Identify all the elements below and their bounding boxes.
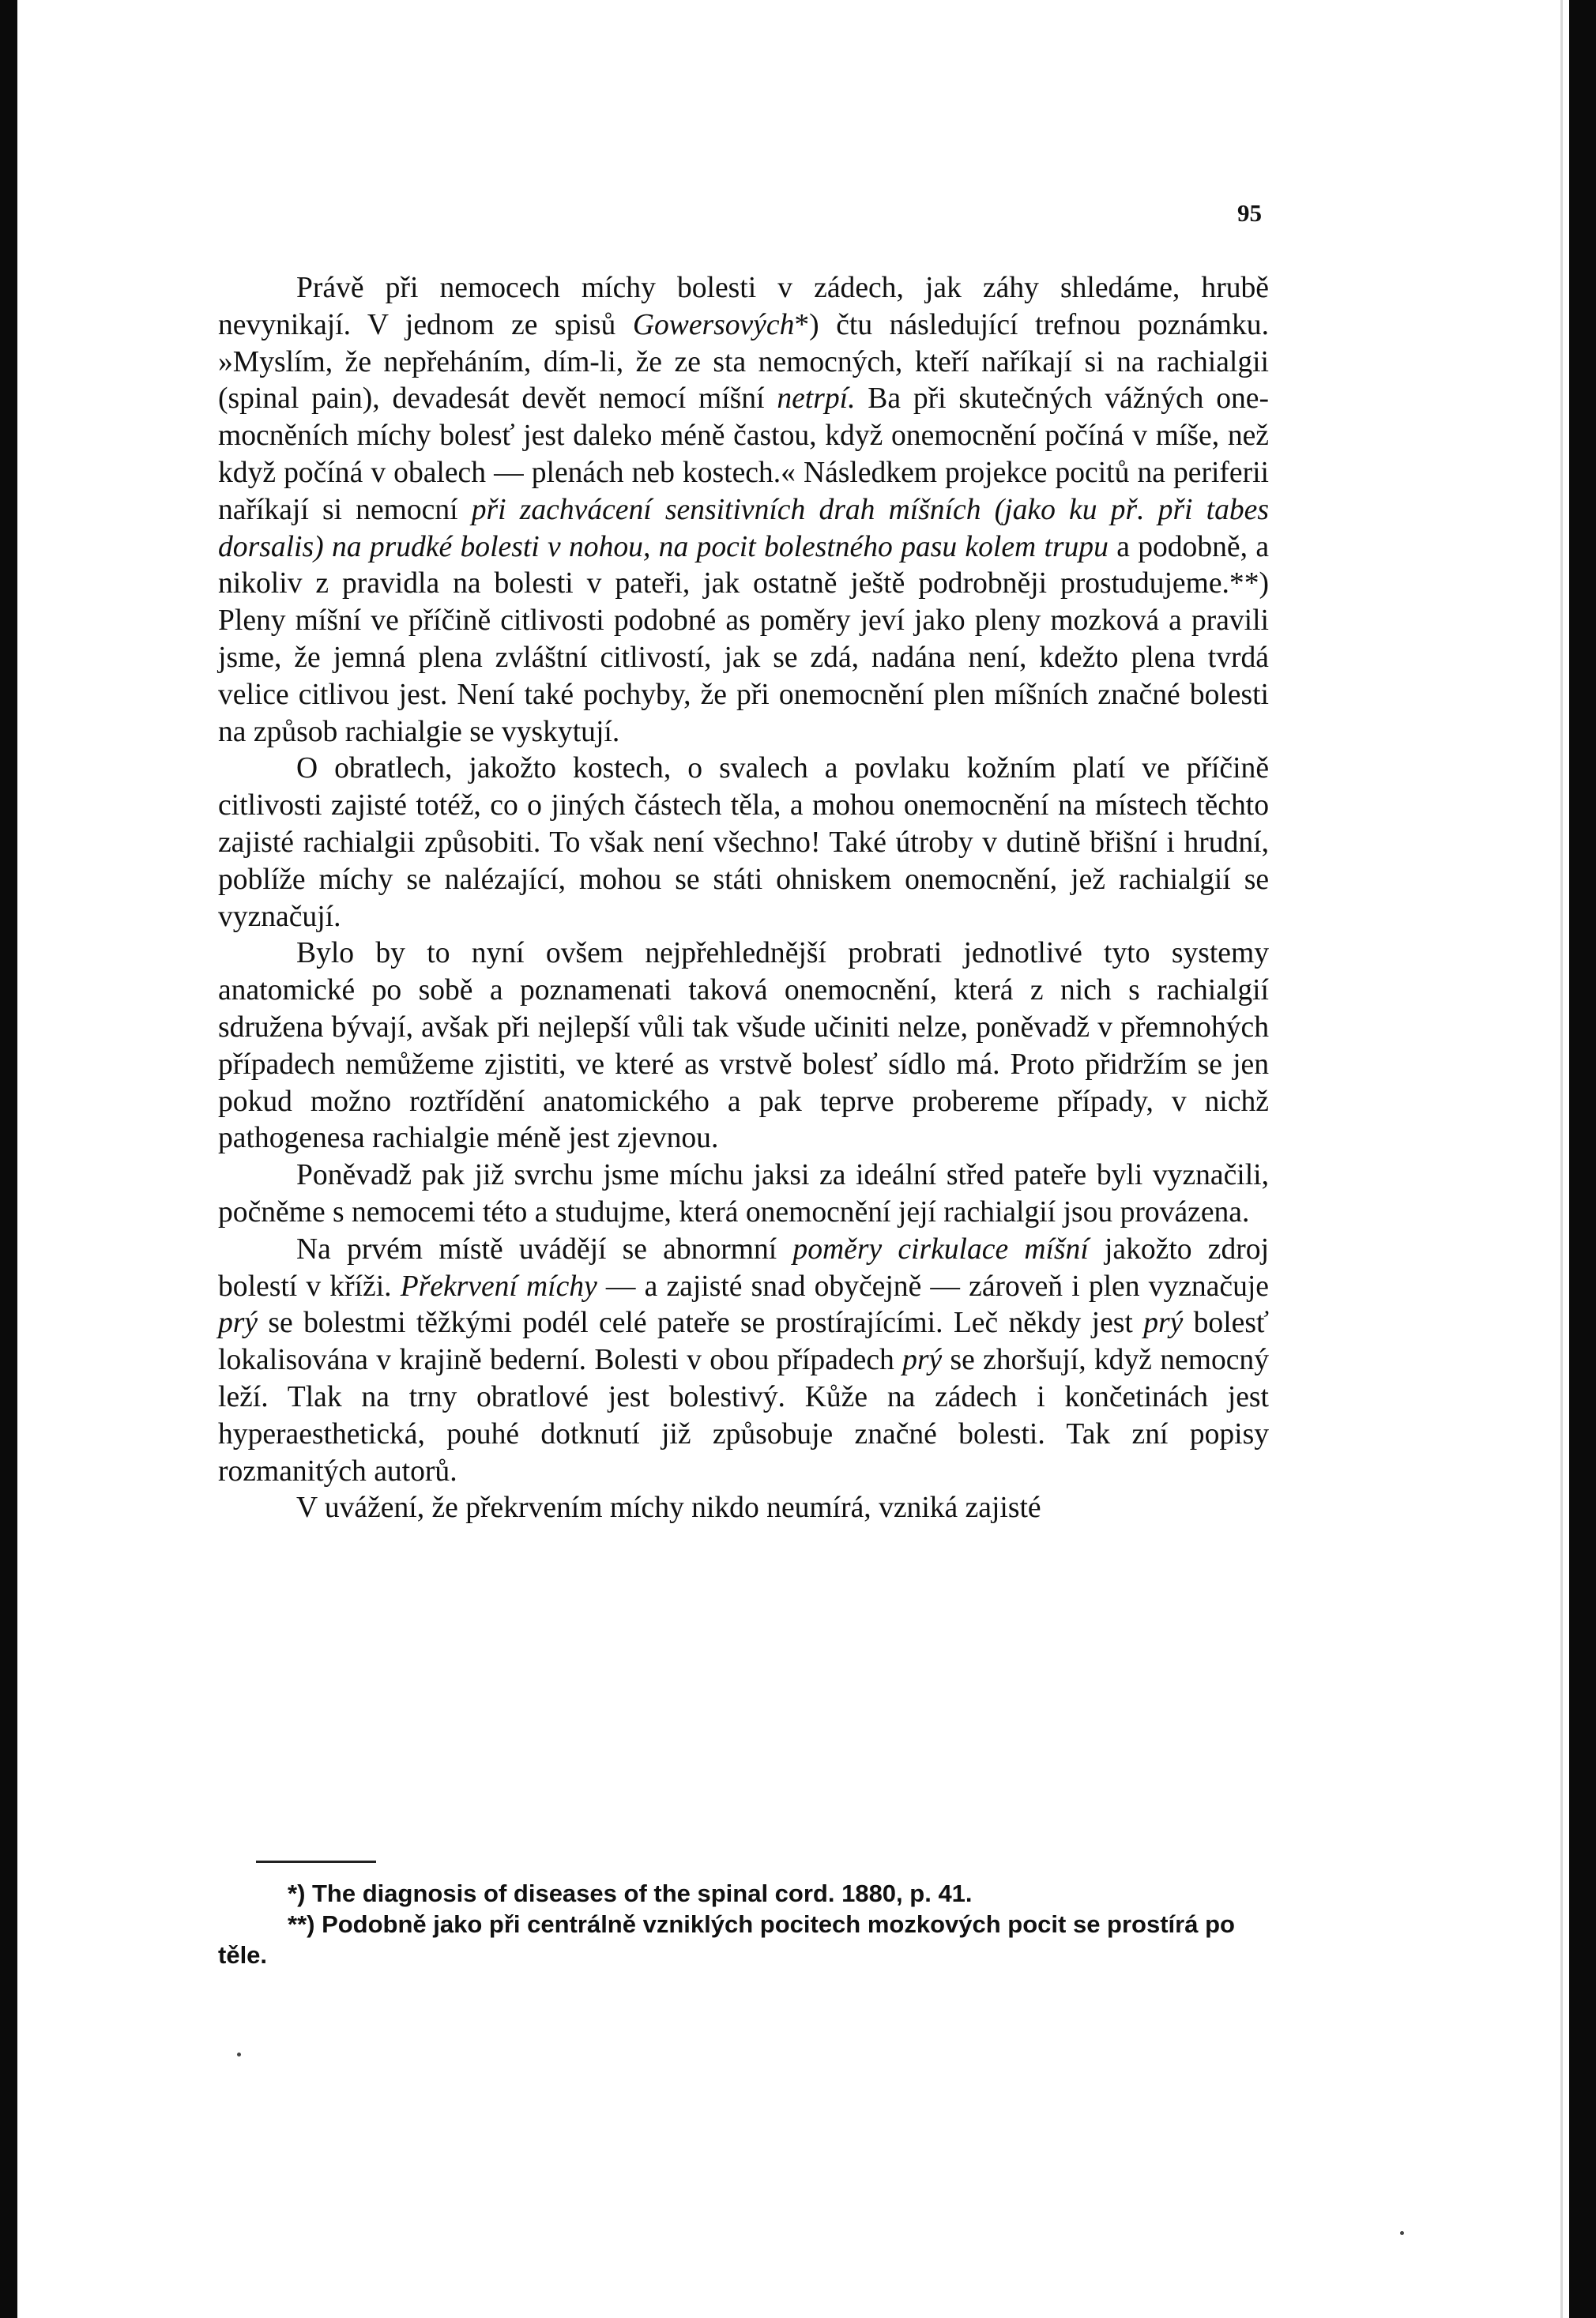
text-run: *) čtu následující trefnou poznámku. »Myslím, že nepřeháním, dím-li, že ze sta nemocných, kteří naříkají si na rachialgii (spinal pain), devadesát devět nemocí míšní: [218, 308, 1269, 416]
footnote-rule: [256, 1861, 376, 1863]
scan-edge-line: [1560, 0, 1563, 2318]
italic-run: Gowersových: [632, 308, 795, 341]
text-run: se bolestmi těžkými podél celé pateře se prostírajícími. Leč někdy jest: [258, 1307, 1144, 1340]
paragraph-6: V uvážení, že překrvením míchy nikdo neumírá, vzniká zajisté: [296, 1492, 1041, 1525]
page-number: 95: [1237, 199, 1262, 227]
italic-run: prý: [1143, 1307, 1184, 1340]
text-run: Ba při skutečných vážných onemocněních míchy bolesť jest daleko méně častou, když onemocnění počíná v míše, než když počíná v obalech — plenách neb kostech.« Následkem projekce pocitů na periferii naříkají si nemocní: [218, 382, 1269, 526]
paragraph-2: O obratlech, jakožto kostech, o svalech a povlaku kožním platí ve příčině citlivosti zajisté totéž, co o jiných částech těla, a mohou onemocnění na místech těchto zajisté rachialgii způsobiti. To však není všechno! Také útroby v dutině břišní i hrudní, poblíže míchy se nalézající, mohou se státi ohniskem onemocnění, jež rachialgií se vyznačují.: [218, 752, 1269, 933]
italic-run: netrpí.: [777, 382, 856, 416]
italic-run: při zachvácení sensitivních drah míšních (jako ku př. při tabes dorsalis) na prudké bolesti v nohou, na pocit bolestného pasu kolem trupu: [218, 493, 1269, 563]
scan-edge-right: [1569, 0, 1596, 2318]
text-run: a podobně, a nikoliv z pravidla na bolesti v pateři, jak ostatně ještě podrobněji prostudujeme.**) Pleny míšní ve příčině citlivosti podobné as poměry jeví jako pleny mozková a pravili jsme, že jemná plena zvláštní citlivostí, jak se zdá, nadána není, kdežto plena tvrdá velice citlivou jest. Není také pochyby, že při onemocnění plen míšních značné bolesti na způsob rachialgie se vyskytují.: [218, 530, 1269, 748]
paragraph-4: Poněvadž pak již svrchu jsme míchu jaksi za ideální střed pateře byli vyznačili, počněme s nemocemi této a studujme, která onemocnění její rachialgií jsou provázena.: [218, 1159, 1269, 1229]
italic-run: prý: [218, 1307, 258, 1340]
scan-speck: [237, 2053, 241, 2056]
footnote-2: **) Podobně jako při centrálně vzniklých pocitech mozkových pocit se prostírá po těle.: [218, 1910, 1235, 1969]
text-run: jakožto zdroj bolestí v kříži.: [218, 1232, 1270, 1303]
italic-run: poměry cirkulace míšní: [792, 1232, 1089, 1266]
text-run: — a zajisté snad obyčejně — zároveň i plen vyznačuje: [597, 1270, 1269, 1303]
text-run: Právě při nemocech míchy bolesti v zádech, jak záhy shledáme, hrubě nevynikají. V jednom ze spisů: [218, 272, 1269, 341]
footnotes: [218, 1878, 1269, 1970]
paragraph-1: [218, 270, 1269, 751]
footnote-1: *) The diagnosis of diseases of the spinal cord. 1880, p. 41.: [288, 1880, 973, 1907]
paragraph-3: Bylo by to nyní ovšem nejpřehlednější probrati jednotlivé tyto systemy anatomické po sobě a poznamenati taková onemocnění, která z nich s rachialgií sdružena bývají, avšak při nejlepší vůli tak všude učiniti nelze, poněvadž v přemnohých případech nemůžeme zjistiti, ve které as vrstvě bolesť sídlo má. Proto přidržím se jen pokud možno roztřídění anatomického a pak teprve probereme případy, v nichž pathogenesa rachialgie méně jest zjevnou.: [218, 937, 1269, 1155]
italic-run: Překrvení míchy: [400, 1270, 597, 1303]
scan-speck: [1400, 2231, 1404, 2235]
scan-edge-left: [0, 0, 17, 2318]
text-run: Na prvém místě uvádějí se abnormní: [296, 1232, 793, 1266]
main-text: [218, 270, 1269, 1527]
text-run: se zhoršují, když nemocný leží. Tlak na trny obratlové jest bolestivý. Kůže na zádech i končetinách jest hyperaesthetická, pouhé dotknutí již způsobuje značné bolesti. Tak zní popisy rozmanitých autorů.: [218, 1344, 1269, 1488]
italic-run: prý: [902, 1344, 943, 1377]
paragraph-5: [218, 1232, 1269, 1491]
text-run: bolesť lokalisována v krajině bederní. Bolesti v obou případech: [218, 1307, 1269, 1377]
